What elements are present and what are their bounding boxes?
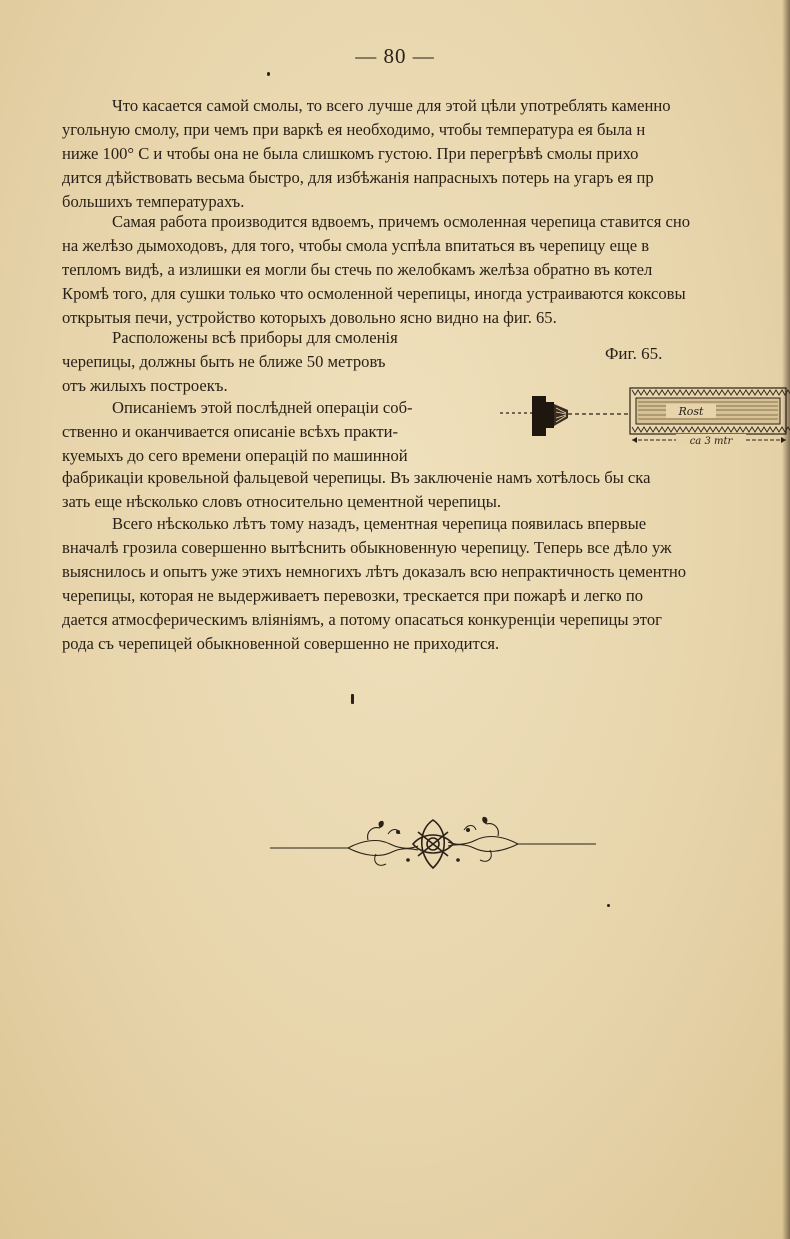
page-number: — 80 — <box>355 44 435 68</box>
text-line: большихъ температурахъ. <box>62 192 245 211</box>
text-line: фабрикаціи кровельной фальцевой черепицы. Въ заключеніе намъ хотѣлось бы ска <box>62 468 651 487</box>
dimension-label: ca 3 mtr <box>689 436 733 446</box>
text-line: черепицы, которая не выдерживаетъ перевозки, трескается при пожарѣ и легко по <box>62 586 644 605</box>
text-line: черепицы, должны быть не ближе 50 метровъ <box>62 352 386 371</box>
grate-label: Rost <box>678 405 704 418</box>
figure-coke-oven <box>498 382 790 446</box>
text-line: Самая работа производится вдвоемъ, причемъ осмоленная черепица ставится сно <box>112 212 691 231</box>
text-line: Кромѣ того, для сушки только что осмоленной черепицы, иногда устраиваются коксовы <box>62 284 686 303</box>
text-line: Что касается самой смолы, то всего лучше для этой цѣли употреблять каменно <box>112 96 671 115</box>
text-line: ниже 100° С и чтобы она не была слишкомъ густою. При перегрѣвѣ смолы прихо <box>62 144 639 163</box>
text-line: Расположены всѣ приборы для смоленія <box>112 328 398 347</box>
paper-speck <box>607 904 610 907</box>
text-line: тепломъ видѣ, а излишки ея могли бы стечь по желобкамъ желѣза обратно въ котел <box>62 260 653 279</box>
chimney-flue <box>532 396 568 436</box>
text-line: ственно и оканчивается описаніе всѣхъ практи- <box>62 422 399 441</box>
text-line: дится дѣйствовать весьма быстро, для избѣжанія напрасныхъ потерь на угаръ ея пр <box>62 168 654 187</box>
oven-grate <box>630 388 790 434</box>
text-line: куемыхъ до сего времени операцій по машинной <box>62 446 408 465</box>
text-line: на желѣзо дымоходовъ, для того, чтобы смола успѣла впитаться въ черепицу еще в <box>62 236 650 255</box>
text-line: рода съ черепицей обыкновенной совершенно не приходится. <box>62 634 500 653</box>
paper-speck <box>267 72 270 76</box>
text-line: зать еще нѣсколько словъ относительно цементной черепицы. <box>62 492 501 511</box>
paper-speck <box>351 694 354 704</box>
text-line: Всего нѣсколько лѣтъ тому назадъ, цементная черепица появилась впервые <box>112 514 647 533</box>
figure-caption: Фиг. 65. <box>605 344 663 363</box>
text-line: отъ жилыхъ построекъ. <box>62 376 228 395</box>
text-line: выяснилось и опытъ уже этихъ немногихъ лѣтъ доказалъ всю непрактичность цементно <box>62 562 686 581</box>
paragraph-tar <box>62 94 787 214</box>
text-line: Описаніемъ этой послѣдней операціи соб- <box>112 398 413 417</box>
text-line: открытыя печи, устройство которыхъ довольно ясно видно на фиг. 65. <box>62 308 557 327</box>
paragraph-conclusion-wide <box>62 466 787 514</box>
decorative-ornament <box>268 810 598 882</box>
paragraph-cement-tile <box>62 512 787 656</box>
text-line: дается атмосферическимъ вліяніямъ, а потому опасаться конкуренціи черепицы этог <box>62 610 662 629</box>
text-line: угольную смолу, при чемъ при варкѣ ея необходимо, чтобы температура ея была н <box>62 120 646 139</box>
text-line: вначалѣ грозила совершенно вытѣснить обыкновенную черепицу. Теперь все дѣло уж <box>62 538 672 557</box>
center-knot <box>413 820 453 868</box>
paragraph-work <box>62 210 787 330</box>
